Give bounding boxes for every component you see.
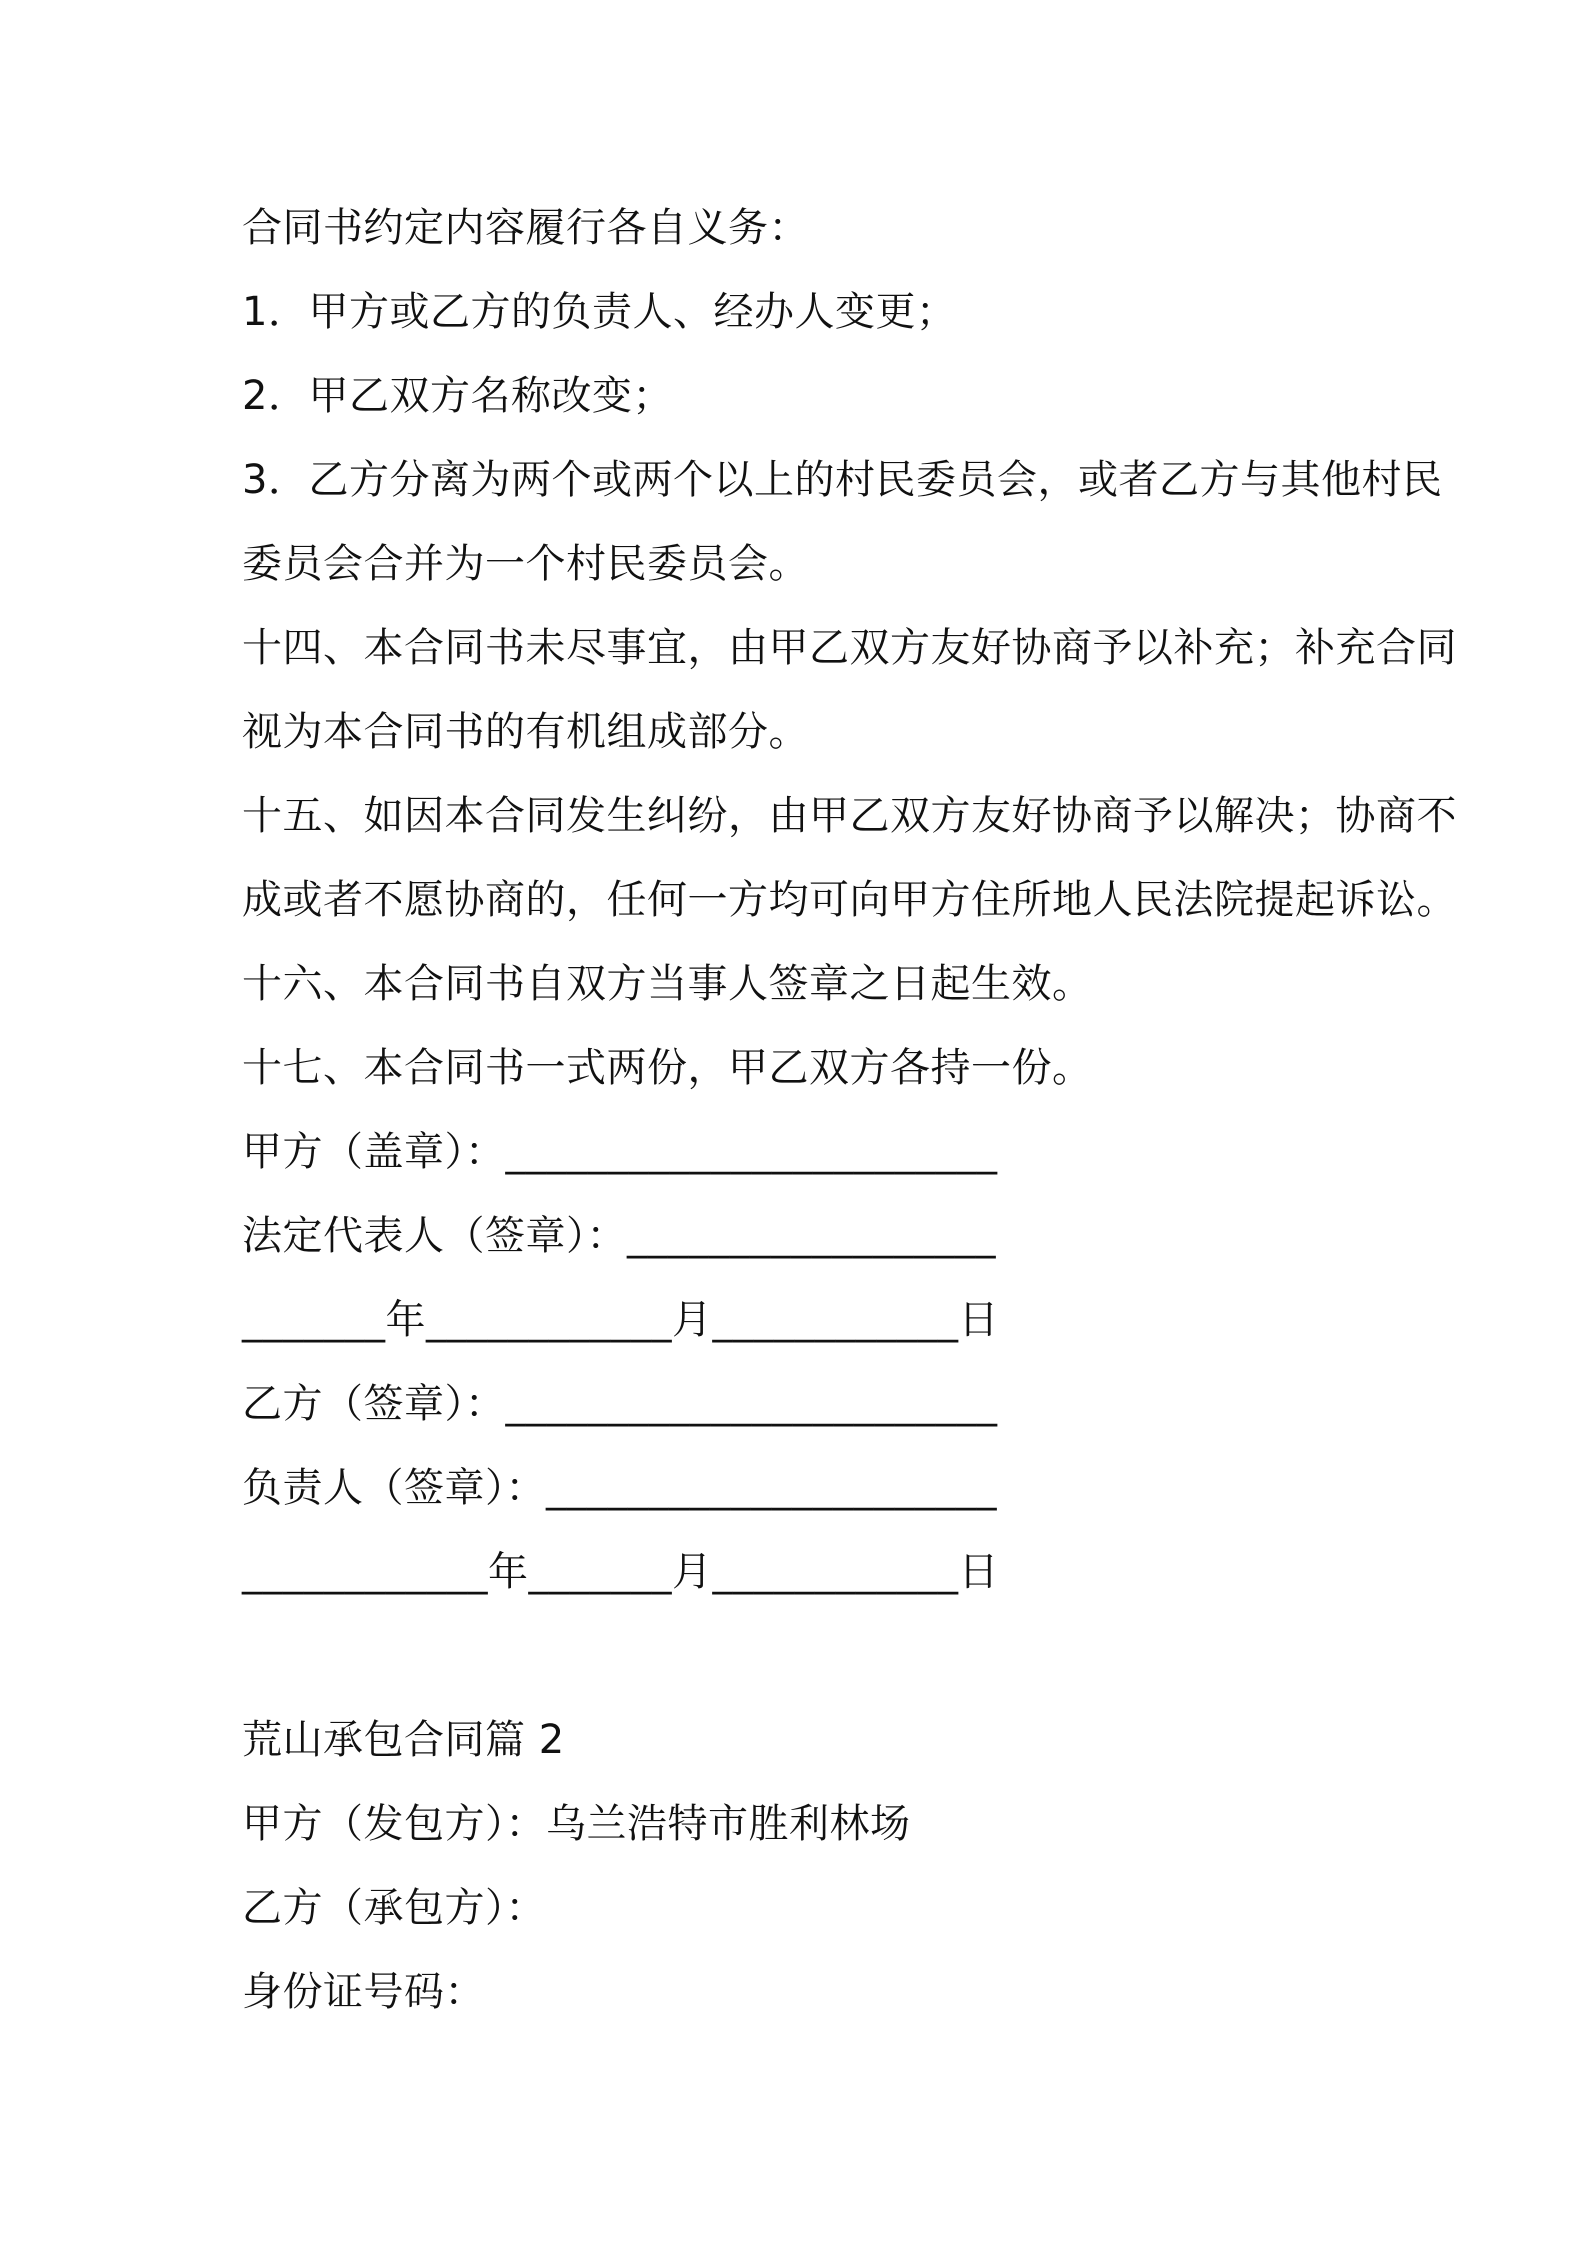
clause-16: 十六、本合同书自双方当事人签章之日起生效。 [242, 961, 1093, 1007]
party-a-seal-line: 甲方（盖章）：________________________ [242, 1129, 998, 1175]
clause-14: 十四、本合同书未尽事宜，由甲乙双方友好协商予以补充；补充合同 [242, 625, 1457, 671]
legal-representative-line: 法定代表人（签章）：__________________ [242, 1213, 996, 1259]
responsible-person-line: 负责人（签章）：______________________ [242, 1465, 997, 1511]
clause-17: 十七、本合同书一式两份，甲乙双方各持一份。 [242, 1045, 1093, 1091]
clause-item-1: 1．甲方或乙方的负责人、经办人变更； [242, 289, 957, 335]
clause-item-2: 2．甲乙双方名称改变； [242, 373, 673, 419]
clause-item-3: 3．乙方分离为两个或两个以上的村民委员会，或者乙方与其他村民 [242, 457, 1443, 503]
obligations-intro: 合同书约定内容履行各自义务： [242, 205, 809, 251]
party-a-contractor: 甲方（发包方）：乌兰浩特市胜利林场 [242, 1801, 911, 1847]
party-b-contractee: 乙方（承包方）： [242, 1885, 546, 1931]
clause-14-continued: 视为本合同书的有机组成部分。 [242, 709, 809, 755]
clause-item-3-continued: 委员会合并为一个村民委员会。 [242, 541, 809, 587]
party-a-date-line: _______年____________月____________日 [242, 1297, 999, 1343]
party-b-seal-line: 乙方（签章）：________________________ [242, 1381, 998, 1427]
id-number-line: 身份证号码： [242, 1969, 485, 2015]
party-b-date-line: ____________年_______月____________日 [242, 1549, 999, 1595]
clause-15-continued: 成或者不愿协商的，任何一方均可向甲方住所地人民法院提起诉讼。 [242, 877, 1457, 923]
clause-15: 十五、如因本合同发生纠纷，由甲乙双方友好协商予以解决；协商不 [242, 793, 1457, 839]
section-title: 荒山承包合同篇 2 [242, 1717, 565, 1763]
